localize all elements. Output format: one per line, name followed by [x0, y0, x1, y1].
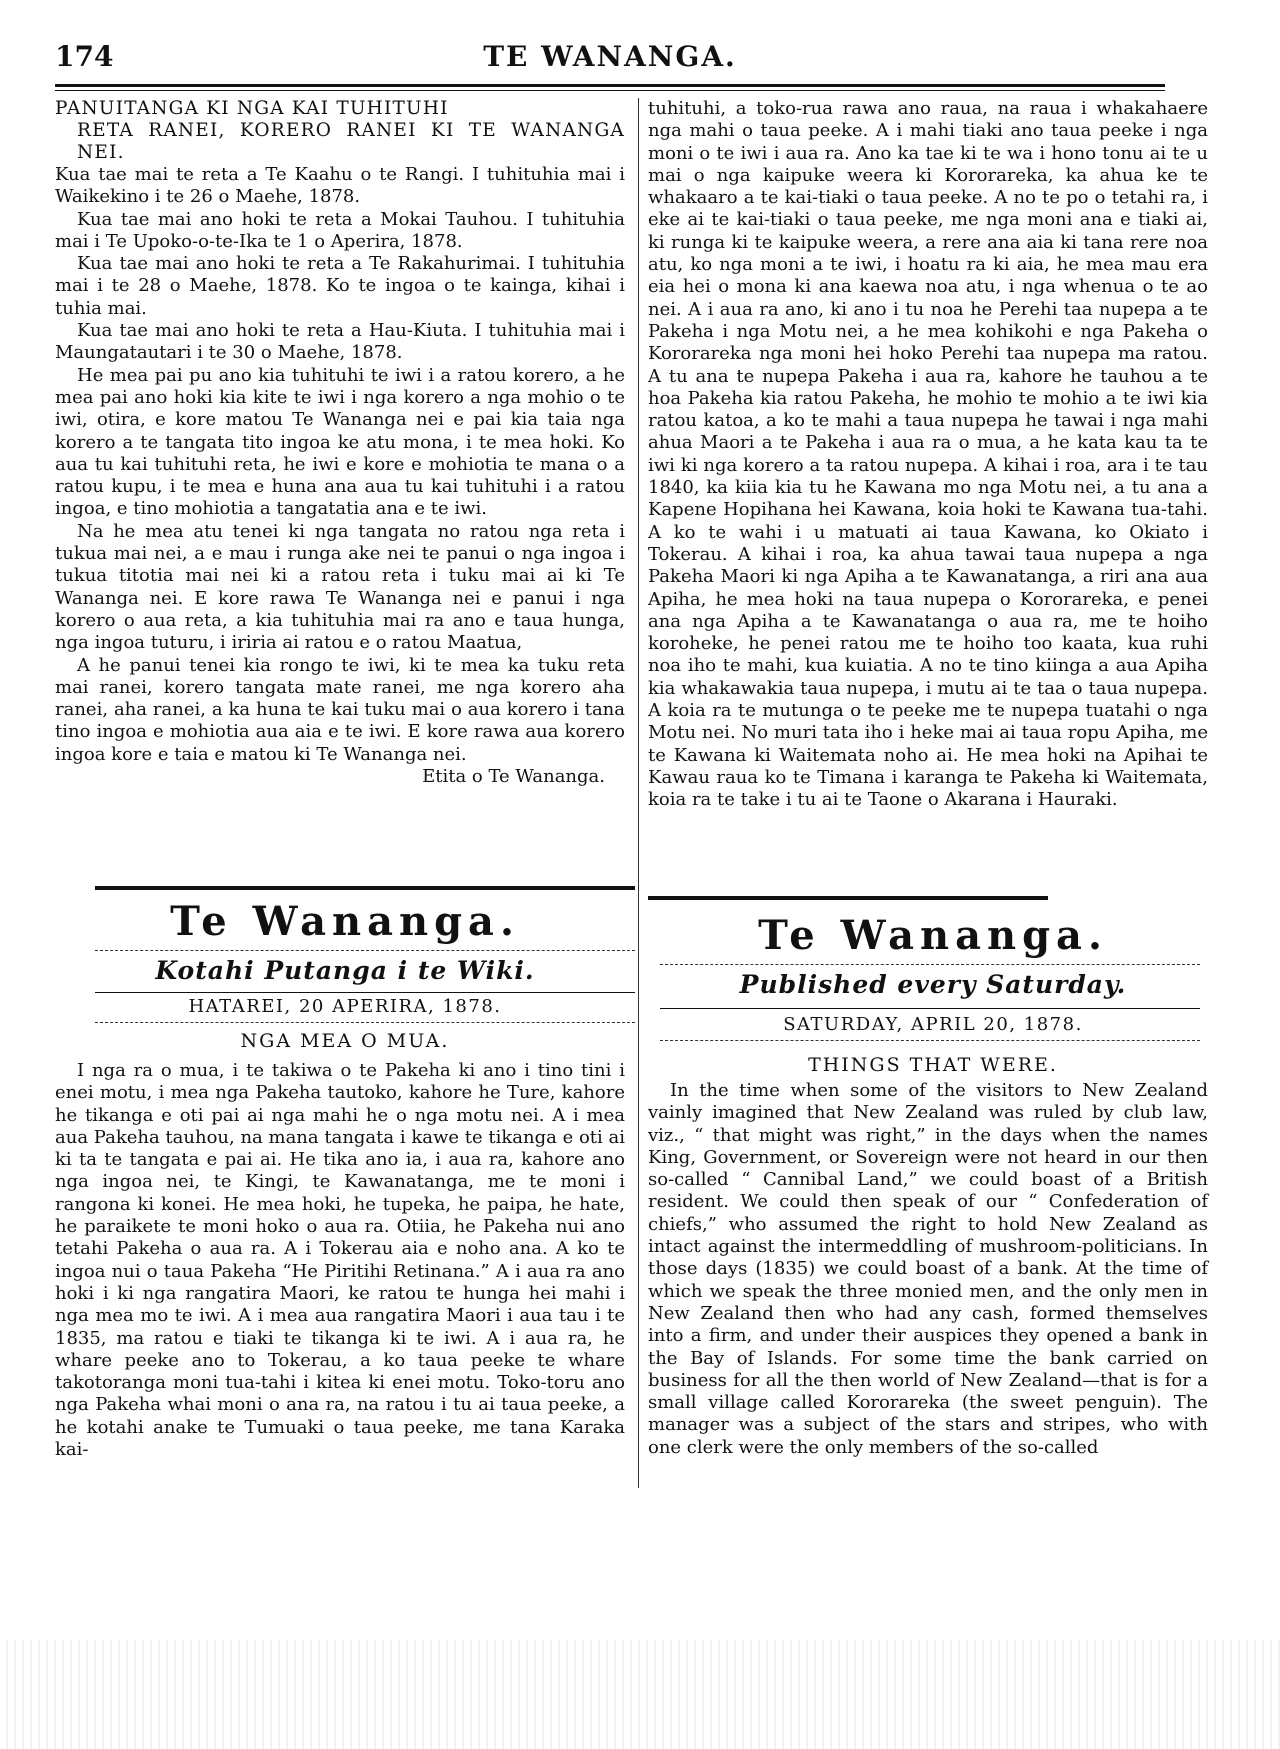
notice-paragraph: Kua tae mai ano hoki te reta a Te Rakahurimai. I tuhituhia mai i te 28 o Maehe, 1878. Ko te ingoa o te kainga, kihai i tuhia mai. — [55, 253, 625, 319]
section-rule — [95, 886, 635, 890]
column-divider — [638, 98, 639, 1488]
dotted-rule — [95, 1022, 635, 1023]
article-paragraph: tuhituhi, a toko-rua rawa ano raua, na raua i whakahaere nga mahi o taua peeke. A i mahi tiaki ano taua peeke i nga moni o te iwi i aua ra. Ano ka tae ki te wa i hono tonu ai te u mai o nga kaipuke weera ki Kororareka, ka ahua ke te whakaaro a te kai-tiaki o taua peeke. A no te po o tetahi ra, i eke ai te kai-tiaki o taua peeke, me nga moni ana e tiaki ai, ki runga ki te kaipuke weera, a rere ana aia ki tana rere noa atu, ko nga moni a te iwi, i hoatu ra ki aia, he mea mau era eia hei o mona ki ana kaewa noa atu, i nga whenua o te ao nei. A i aua ra ano, ki ano i tu noa he Perehi taa nupepa a te Pakeha i nga Motu nei, a he mea kohikohi e nga Pakeha o Kororareka nga moni hei hoko Perehi taa nupepa ma ratou. A tu ana te nupepa Pakeha i aua ra, kahore he tauhou a te hoa Pakeha kia ratou Pakeha, he mohio te mohio a te iwi kia ratou katoa, a ko te mahi a taua nupepa he tawai i nga mahi ahua Maori a te Pakeha i aua ra o mua, a he kata kau ta te iwi ki nga korero a ta ratou nupepa. A kihai i roa, ara i te tau 1840, ka kiia kia tu he Kawana mo nga Motu nei, a tu ana a Kapene Hopihana hei Kawana, koia hoki te Kawana tua-tahi. A ko te wahi i u matuati ai taua Kawana, ko Okiato i Tokerau. A kihai i roa, ka ahua tawai taua nupepa a nga Pakeha Maori ki nga Apiha a te Kawanatanga, a riri ana aua Apiha, he mea hoki na taua nupepa o Kororareka, e penei ana nga Apiha a te Kawanatanga o aua ra, me te hoiho koroheke, he penei ratou me te hoiho too kaata, kua ruhi noa iho te mahi, kua kuiatia. A no te tino kiinga a aua Apiha kia whakawakia taua nupepa, i mutu ai te taa o taua nupepa. A koia ra te mutunga o te peeke me te nupepa tuatahi o nga Motu nei. No muri tata iho i heke mai ai taua ropu Apiha, me te Kawana ki Waitemata noho ai. He mea hoki na Apihai te Kawau raua ko te Timana i karanga te Pakeha ki Waitemata, koia ra te take i tu ai te Taone o Akarana i Hauraki. — [648, 98, 1208, 811]
masthead-subtitle-wrap — [648, 970, 1218, 999]
masthead-subtitle: Kotahi Putanga i te Wiki. — [155, 956, 535, 985]
section-heading: NGA MEA O MUA. — [240, 1030, 450, 1052]
notice-paragraph: Kua tae mai ano hoki te reta a Hau-Kiuta. I tuhituhia mai i Maungatautari i te 30 o Maehe, 1878. — [55, 320, 625, 364]
notice-paragraph: Na he mea atu tenei ki nga tangata no ratou nga reta i tukua mai nei, a e mau i runga ake nei te panui o nga ingoa i tukua titotia mai nei ki a ratou reta i tuku mai ai ki Te Wananga nei. E kore rawa Te Wananga nei e panui i nga korero o aua reta, a kia tuhituhia mai ra ano e taua hunga, nga ingoa tuturu, i iriria ai ratou e o ratou Maatua, — [55, 520, 625, 654]
notice-paragraph: Kua tae mai te reta a Te Kaahu o te Rangi. I tuhituhia mai i Waikekino i te 26 o Maehe, 1878. — [55, 164, 625, 208]
masthead-title: Te Wananga. — [170, 898, 520, 945]
dotted-rule — [660, 1040, 1200, 1041]
header-rule-thin — [55, 90, 1165, 91]
notice-signature: Etita o Te Wananga. — [422, 766, 605, 788]
dotted-rule — [660, 964, 1200, 965]
page-edge-texture — [0, 1640, 1280, 1749]
section-heading: THINGS THAT WERE. — [808, 1054, 1058, 1076]
notice-paragraph: Kua tae mai ano hoki te reta a Mokai Tauhou. I tuhituhia mai i Te Upoko-o-te-Ika te 1 o Aperira, 1878. — [55, 208, 625, 252]
notice-section — [55, 98, 625, 788]
masthead-section-wrap — [55, 1030, 635, 1052]
masthead-title: Te Wananga. — [758, 912, 1108, 959]
dotted-rule — [95, 950, 635, 951]
masthead-maori — [55, 898, 635, 945]
article-maori-continued — [648, 98, 1208, 812]
notice-paragraph: A he panui tenei kia rongo te iwi, ki te mea ka tuku reta mai ranei, korero tangata mate ranei, me nga korero aha ranei, aha ranei, a ka huna te kai tuku mai o aua korero i tana tino ingoa e mohiotia aua aia e te iwi. E kore rawa aua korero ingoa kore e taia e matou ki Te Wananga nei. — [55, 654, 625, 765]
notice-heading-line1: PANUITANGA KI NGA KAI TUHITUHI — [55, 98, 449, 119]
masthead-subtitle: Published every Saturday. — [739, 970, 1127, 999]
notice-heading-line2: RETA RANEI, KORERO RANEI KI TE WANANGA NEI. — [77, 120, 625, 163]
thin-rule — [95, 992, 635, 993]
article-paragraph: In the time when some of the visitors to New Zealand vainly imagined that New Zealand was ruled by club law, viz., “ that might was right,” in the days when the names King, Government, or Sovereign were not heard in our then so-called “ Cannibal Land,” we could boast of a British resident. We could then speak of our “ Confederation of chiefs,” who assumed the right to hold New Zealand as intact against the intermeddling of mushroom-politicians. In those days (1835) we could boast of a bank. At the time of which we speak the three monied men, and the only men in New Zealand then who had any cash, formed themselves into a firm, and under their auspices they opened a bank in the Bay of Islands. For some time the bank carried on business for all the then world of New Zealand—that is for a small village called Kororareka (the sweet penguin). The manager was a subject of the stars and stripes, who with one clerk were the only members of the so-called — [648, 1080, 1208, 1458]
notice-paragraph: He mea pai pu ano kia tuhituhi te iwi i a ratou korero, a he mea pai ano hoki kia kite te iwi i nga korero a nga mohio o te iwi, otira, e kore matou Te Wananga nei e pai kia taia nga korero a te tangata tito ingoa ke atu mona, i te mea hoki. Ko aua tu kai tuhituhi reta, he iwi e kore e mohiotia te mana o a ratou kupu, i te mea e huna ana aua tu kai tuhituhi i a ratou ingoa, e tino mohiotia a tangatatia ana e te iwi. — [55, 364, 625, 520]
article-maori — [55, 1060, 625, 1461]
notice-heading — [55, 98, 625, 164]
thin-rule — [660, 1008, 1200, 1009]
running-header — [55, 40, 1165, 80]
running-title: TE WANANGA. — [483, 40, 737, 73]
section-rule — [648, 896, 1048, 900]
masthead-section-wrap — [648, 1054, 1218, 1076]
masthead-subtitle-wrap — [55, 956, 635, 985]
page-number: 174 — [55, 40, 114, 73]
header-rule — [55, 84, 1165, 87]
article-english — [648, 1080, 1208, 1459]
masthead-date: SATURDAY, APRIL 20, 1878. — [783, 1014, 1083, 1035]
masthead-date-wrap — [55, 996, 635, 1017]
article-paragraph: I nga ra o mua, i te takiwa o te Pakeha ki ano i tino tini i enei motu, i mea nga Pakeha tautoko, kahore he Ture, kahore he tikanga e oti pai ai nga mahi he o nga motu nei. A i mea aua Pakeha tauhou, na mana tangata i kawe te tikanga e oti ai ki ta te tangata e pai ai. He tika ano ia, i aua ra, kahore ano nga ingoa nei, te Kingi, te Kawanatanga, me te moni i rangona ki konei. He mea hoki, he tupeka, he paipa, he hate, he paraikete te moni hoko o aua ra. Otiia, he Pakeha nui ano tetahi Pakeha o aua ra. A i Tokerau aia e noho ana. A ko te ingoa nui o taua Pakeha “He Piritihi Retinana.” A i aua ra ano hoki i ki nga rangatira Maori, ke ratou te hunga hei mahi i nga mea mo te iwi. A i mea aua rangatira Maori i aua tau i te 1835, ma ratou e tiaki te tikanga ki te iwi. A i aua ra, he whare peeke ano to Tokerau, a ko taua peeke te whare takotoranga moni tua-tahi i kitea ki enei motu. Toko-toru ano nga Pakeha whai moni o ana ra, na ratou i tu ai taua peeke, a he kotahi anake te Tumuaki o taua peeke, me tana Karaka kai- — [55, 1060, 625, 1461]
masthead-date: HATAREI, 20 APERIRA, 1878. — [188, 996, 502, 1017]
masthead-date-wrap — [648, 1014, 1218, 1035]
masthead-english — [648, 912, 1218, 959]
